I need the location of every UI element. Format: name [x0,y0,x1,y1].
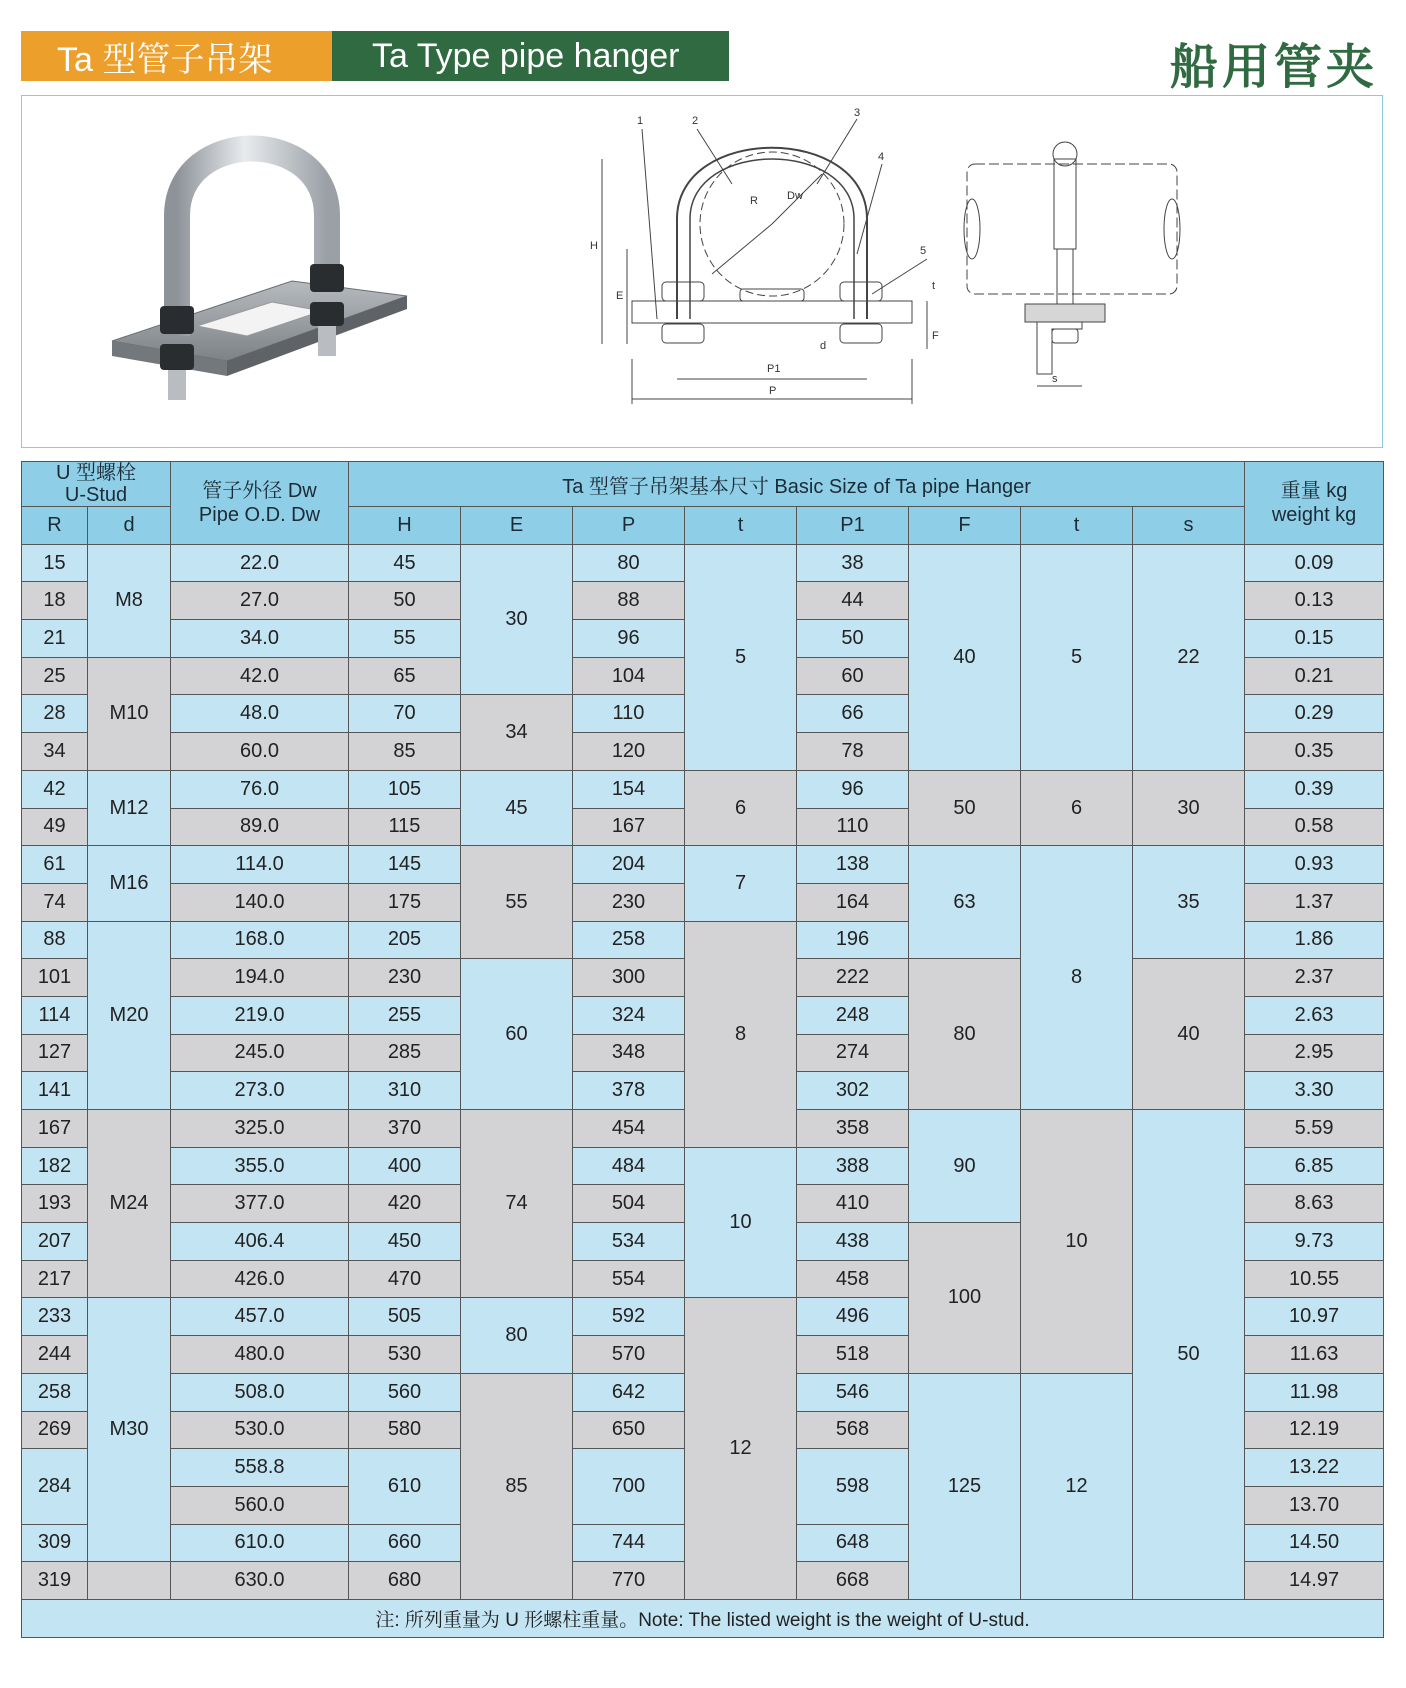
table-cell: 55 [349,620,461,658]
head-d: d [88,507,171,545]
head-basic: Ta 型管子吊架基本尺寸 Basic Size of Ta pipe Hanger [349,462,1245,507]
head-P: P [573,507,685,545]
head-H: H [349,507,461,545]
table-cell: M8 [88,544,171,657]
table-cell: 420 [349,1185,461,1223]
table-cell: 508.0 [171,1373,349,1411]
table-cell: 50 [349,582,461,620]
table-cell: 269 [22,1411,88,1449]
table-cell [88,1562,171,1600]
head-R: R [22,507,88,545]
table-cell: 40 [909,544,1021,770]
table-cell: 40 [1133,959,1245,1110]
table-cell: 114.0 [171,846,349,884]
note-row [22,1599,1384,1637]
table-cell: 310 [349,1072,461,1110]
dim-E: E [616,290,624,302]
table-cell: 48.0 [171,695,349,733]
table-cell: 10 [1021,1110,1133,1374]
table-cell: 30 [461,544,573,695]
table-cell: 546 [797,1373,909,1411]
table-cell: 355.0 [171,1147,349,1185]
table-cell: 85 [349,733,461,771]
table-cell: 370 [349,1110,461,1148]
table-cell: M30 [88,1298,171,1562]
table-cell: 233 [22,1298,88,1336]
table-cell: 504 [573,1185,685,1223]
dim-R: R [750,195,758,207]
table-cell: 560 [349,1373,461,1411]
table-cell: 219.0 [171,996,349,1034]
table-cell: 406.4 [171,1223,349,1261]
table-cell: 10.55 [1245,1260,1384,1298]
table-cell: 454 [573,1110,685,1148]
table-cell: 244 [22,1336,88,1374]
table-cell: 45 [349,544,461,582]
table-cell: 88 [573,582,685,620]
dim-H: H [590,240,598,252]
table-cell: 60 [461,959,573,1110]
head-E: E [461,507,573,545]
table-cell: 14.50 [1245,1524,1384,1562]
table-cell: 30 [1133,770,1245,845]
table-cell: 22.0 [171,544,349,582]
table-cell: 21 [22,620,88,658]
table-cell: 570 [573,1336,685,1374]
table-cell: 168.0 [171,921,349,959]
table-cell: 0.09 [1245,544,1384,582]
dim-P: P [769,385,777,397]
callout-2: 2 [692,115,699,127]
table-cell: 642 [573,1373,685,1411]
table-cell: 63 [909,846,1021,959]
table-cell: 258 [22,1373,88,1411]
table-cell: 378 [573,1072,685,1110]
table-cell: 78 [797,733,909,771]
table-cell: 50 [909,770,1021,845]
table-row [22,846,1384,884]
table-cell: 80 [461,1298,573,1373]
table-cell: 610.0 [171,1524,349,1562]
table-cell: 8 [685,921,797,1147]
table-cell: 457.0 [171,1298,349,1336]
table-cell: 484 [573,1147,685,1185]
title-bar [21,31,729,81]
table-cell: 1.37 [1245,883,1384,921]
dimension-drawing [582,104,1342,434]
table-cell: 80 [573,544,685,582]
table-cell: 76.0 [171,770,349,808]
head-dw: 管子外径 Dw Pipe O.D. Dw [171,462,349,545]
table-cell: 145 [349,846,461,884]
table-cell: 88 [22,921,88,959]
table-cell: 770 [573,1562,685,1600]
table-cell: 700 [573,1449,685,1524]
table-cell: 50 [1133,1110,1245,1600]
table-cell: 5 [685,544,797,770]
table-cell: 42.0 [171,657,349,695]
table-cell: 300 [573,959,685,997]
table-cell: 90 [909,1110,1021,1223]
table-cell: 580 [349,1411,461,1449]
head-ustud: U 型螺栓 U-Stud [22,462,171,507]
table-cell: 105 [349,770,461,808]
table-cell: 42 [22,770,88,808]
table-cell: 3.30 [1245,1072,1384,1110]
table-cell: 274 [797,1034,909,1072]
table-cell: 115 [349,808,461,846]
table-cell: M24 [88,1110,171,1298]
table-cell: 285 [349,1034,461,1072]
table-cell: 0.58 [1245,808,1384,846]
table-cell: 34 [22,733,88,771]
table-cell: 182 [22,1147,88,1185]
table-cell: 400 [349,1147,461,1185]
table-cell: 96 [573,620,685,658]
table-cell: 0.39 [1245,770,1384,808]
table-cell: 505 [349,1298,461,1336]
table-cell: M10 [88,657,171,770]
table-cell: 141 [22,1072,88,1110]
figure-panel [21,95,1383,448]
table-cell: 8.63 [1245,1185,1384,1223]
table-cell: 470 [349,1260,461,1298]
table-cell: 10.97 [1245,1298,1384,1336]
category-label: 船用管夹 [1169,41,1378,94]
table-cell: 114 [22,996,88,1034]
table-cell: 45 [461,770,573,845]
table-cell: 5.59 [1245,1110,1384,1148]
spec-table [21,461,1384,1638]
table-cell: 27.0 [171,582,349,620]
table-cell: 11.63 [1245,1336,1384,1374]
table-cell: 196 [797,921,909,959]
table-cell: 598 [797,1449,909,1524]
table-cell: 8 [1021,846,1133,1110]
table-cell: 324 [573,996,685,1034]
table-cell: 410 [797,1185,909,1223]
table-cell: 110 [797,808,909,846]
table-cell: 230 [573,883,685,921]
table-cell: 530 [349,1336,461,1374]
table-cell: 248 [797,996,909,1034]
table-cell: 668 [797,1562,909,1600]
table-cell: 207 [22,1223,88,1261]
table-cell: 164 [797,883,909,921]
weight-note: 注: 所列重量为 U 形螺柱重量。Note: The listed weight is the weight of U-stud. [22,1599,1384,1637]
table-cell: 680 [349,1562,461,1600]
table-cell: 50 [797,620,909,658]
table-cell: 38 [797,544,909,582]
callout-4: 4 [878,151,885,163]
table-cell: 167 [573,808,685,846]
table-cell: 309 [22,1524,88,1562]
table-cell: 80 [909,959,1021,1110]
table-cell: M16 [88,846,171,921]
table-cell: 44 [797,582,909,620]
table-cell: 518 [797,1336,909,1374]
table-cell: 85 [461,1373,573,1599]
head-P1: P1 [797,507,909,545]
table-cell: 25 [22,657,88,695]
table-cell: M12 [88,770,171,845]
head-t1: t [685,507,797,545]
table-cell: 61 [22,846,88,884]
table-cell: 534 [573,1223,685,1261]
table-cell: 325.0 [171,1110,349,1148]
table-cell: 630.0 [171,1562,349,1600]
table-cell: 34 [461,695,573,770]
table-cell: 11.98 [1245,1373,1384,1411]
table-cell: 558.8 [171,1449,349,1487]
table-cell: 12 [1021,1373,1133,1599]
callout-5: 5 [920,245,927,257]
table-cell: 12.19 [1245,1411,1384,1449]
table-cell: 193 [22,1185,88,1223]
callout-1: 1 [637,115,644,127]
table-cell: 2.63 [1245,996,1384,1034]
table-cell: 110 [573,695,685,733]
table-cell: 2.95 [1245,1034,1384,1072]
table-cell: 6 [1021,770,1133,845]
head-s: s [1133,507,1245,545]
dim-F: F [932,330,939,342]
table-cell: 554 [573,1260,685,1298]
table-cell: 167 [22,1110,88,1148]
table-cell: 138 [797,846,909,884]
table-cell: 101 [22,959,88,997]
table-cell: 0.13 [1245,582,1384,620]
table-cell: 458 [797,1260,909,1298]
title-en: Ta Type pipe hanger [332,31,729,81]
table-cell: 348 [573,1034,685,1072]
table-cell: M20 [88,921,171,1109]
table-cell: 302 [797,1072,909,1110]
table-cell: 480.0 [171,1336,349,1374]
table-cell: 438 [797,1223,909,1261]
table-cell: 284 [22,1449,88,1524]
dim-d: d [820,340,827,352]
head-t2: t [1021,507,1133,545]
dim-s: s [1052,373,1058,385]
table-cell: 0.93 [1245,846,1384,884]
table-cell: 426.0 [171,1260,349,1298]
table-cell: 15 [22,544,88,582]
title-cn: Ta 型管子吊架 [21,31,332,81]
table-cell: 377.0 [171,1185,349,1223]
table-cell: 255 [349,996,461,1034]
table-cell: 660 [349,1524,461,1562]
table-cell: 217 [22,1260,88,1298]
table-cell: 568 [797,1411,909,1449]
dim-P1: P1 [767,363,781,375]
table-cell: 96 [797,770,909,808]
table-cell: 388 [797,1147,909,1185]
table-cell: 70 [349,695,461,733]
table-cell: 0.15 [1245,620,1384,658]
table-cell: 610 [349,1449,461,1524]
table-cell: 13.70 [1245,1486,1384,1524]
table-cell: 9.73 [1245,1223,1384,1261]
table-cell: 0.29 [1245,695,1384,733]
table-cell: 74 [22,883,88,921]
table-cell: 35 [1133,846,1245,959]
table-cell: 744 [573,1524,685,1562]
table-cell: 74 [461,1110,573,1298]
table-cell: 66 [797,695,909,733]
table-cell: 194.0 [171,959,349,997]
table-cell: 0.21 [1245,657,1384,695]
table-cell: 12 [685,1298,797,1600]
head-F: F [909,507,1021,545]
table-cell: 450 [349,1223,461,1261]
table-cell: 18 [22,582,88,620]
table-cell: 100 [909,1223,1021,1374]
table-cell: 10 [685,1147,797,1298]
table-cell: 358 [797,1110,909,1148]
table-cell: 49 [22,808,88,846]
table-cell: 530.0 [171,1411,349,1449]
table-cell: 60 [797,657,909,695]
dim-Dw: Dw [787,190,803,202]
table-cell: 222 [797,959,909,997]
u-bolt-hanger-photo [102,106,462,436]
table-cell: 496 [797,1298,909,1336]
table-cell: 560.0 [171,1486,349,1524]
table-cell: 127 [22,1034,88,1072]
table-cell: 14.97 [1245,1562,1384,1600]
table-cell: 6 [685,770,797,845]
table-cell: 1.86 [1245,921,1384,959]
table-cell: 125 [909,1373,1021,1599]
table-cell: 7 [685,846,797,921]
table-cell: 175 [349,883,461,921]
table-cell: 648 [797,1524,909,1562]
dim-t: t [932,280,936,292]
table-cell: 6.85 [1245,1147,1384,1185]
table-cell: 592 [573,1298,685,1336]
table-cell: 104 [573,657,685,695]
table-cell: 0.35 [1245,733,1384,771]
table-cell: 120 [573,733,685,771]
table-cell: 22 [1133,544,1245,770]
table-cell: 205 [349,921,461,959]
table-cell: 5 [1021,544,1133,770]
table-cell: 34.0 [171,620,349,658]
table-row [22,544,1384,582]
table-cell: 89.0 [171,808,349,846]
table-cell: 230 [349,959,461,997]
table-cell: 13.22 [1245,1449,1384,1487]
table-cell: 28 [22,695,88,733]
table-cell: 55 [461,846,573,959]
table-cell: 245.0 [171,1034,349,1072]
table-cell: 319 [22,1562,88,1600]
table-cell: 650 [573,1411,685,1449]
table-cell: 273.0 [171,1072,349,1110]
callout-3: 3 [854,107,861,119]
head-weight: 重量 kg weight kg [1245,462,1384,545]
table-cell: 258 [573,921,685,959]
table-row [22,770,1384,808]
table-cell: 140.0 [171,883,349,921]
table-cell: 60.0 [171,733,349,771]
table-cell: 65 [349,657,461,695]
table-cell: 154 [573,770,685,808]
table-cell: 204 [573,846,685,884]
table-cell: 2.37 [1245,959,1384,997]
